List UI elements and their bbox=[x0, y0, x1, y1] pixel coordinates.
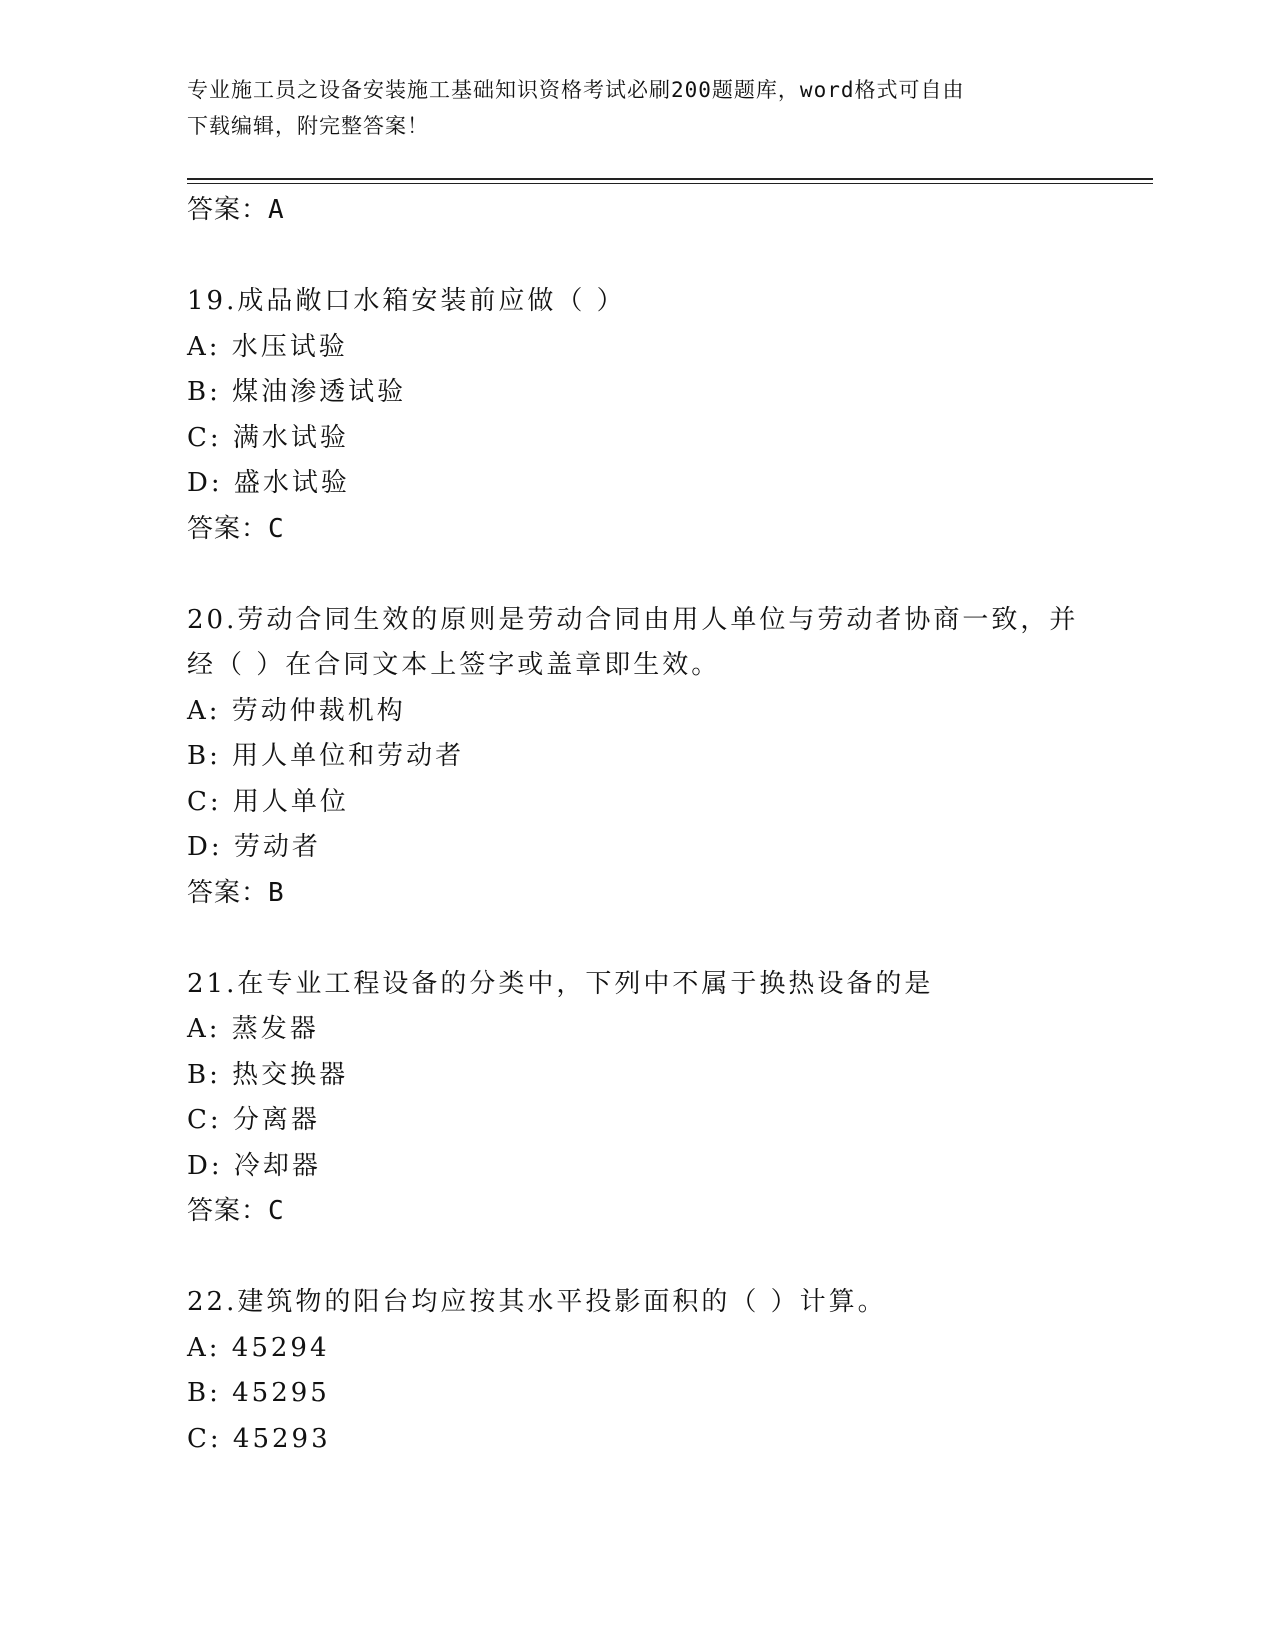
option-a: A: 劳动仲裁机构 bbox=[187, 695, 406, 726]
option-b: B: 用人单位和劳动者 bbox=[187, 741, 465, 771]
option-b: B: 煤油渗透试验 bbox=[187, 377, 407, 407]
option-a: A: 蒸发器 bbox=[187, 1014, 319, 1044]
answer-label: 答案： bbox=[187, 877, 269, 908]
spacer bbox=[187, 916, 1087, 962]
spacer bbox=[187, 552, 1087, 598]
answer bbox=[187, 1189, 1087, 1235]
question-stem: 19.成品敞口水箱安装前应做（ ） bbox=[187, 286, 626, 316]
document-header bbox=[187, 72, 1087, 144]
answer-value: C bbox=[268, 513, 285, 544]
option-a: A: 水压试验 bbox=[187, 331, 348, 362]
answer bbox=[187, 507, 1087, 553]
question-20 bbox=[187, 598, 1087, 917]
header-rule-thin bbox=[187, 183, 1153, 184]
question-list bbox=[187, 188, 1087, 1462]
header-line-1: 专业施工员之设备安装施工基础知识资格考试必刷200题题库，word格式可自由 bbox=[187, 78, 965, 102]
answer-value: C bbox=[268, 1196, 285, 1226]
question-19 bbox=[187, 279, 1087, 552]
option-c: C: 45293 bbox=[187, 1423, 331, 1454]
answer-value: B bbox=[268, 877, 285, 908]
answer-label: 答案： bbox=[187, 195, 269, 225]
option-d: D: 冷却器 bbox=[187, 1150, 321, 1181]
answer-label: 答案： bbox=[187, 1196, 269, 1226]
header-line-2: 下载编辑，附完整答案！ bbox=[187, 114, 429, 138]
option-b: B: 45295 bbox=[187, 1378, 330, 1408]
option-d: D: 劳动者 bbox=[187, 832, 321, 862]
option-c: C: 分离器 bbox=[187, 1105, 320, 1135]
spacer bbox=[187, 234, 1087, 280]
option-a: A: 45294 bbox=[187, 1332, 330, 1363]
spacer bbox=[187, 1235, 1087, 1281]
question-22 bbox=[187, 1280, 1087, 1462]
answer-value: A bbox=[268, 195, 285, 225]
question-stem: 22.建筑物的阳台均应按其水平投影面积的（ ）计算。 bbox=[187, 1287, 887, 1317]
previous-answer bbox=[187, 188, 1087, 234]
option-c: C: 用人单位 bbox=[187, 786, 349, 817]
option-d: D: 盛水试验 bbox=[187, 468, 350, 498]
question-stem-line-2: 经（ ）在合同文本上签字或盖章即生效。 bbox=[187, 650, 721, 680]
answer-label: 答案： bbox=[187, 513, 269, 544]
option-c: C: 满水试验 bbox=[187, 422, 349, 453]
question-stem: 21.在专业工程设备的分类中，下列中不属于换热设备的是 bbox=[187, 968, 934, 999]
header-rule-thick bbox=[187, 178, 1153, 180]
question-21 bbox=[187, 962, 1087, 1235]
option-b: B: 热交换器 bbox=[187, 1059, 349, 1090]
answer bbox=[187, 871, 1087, 917]
question-stem-line-1: 20.劳动合同生效的原则是劳动合同由用人单位与劳动者协商一致，并 bbox=[187, 604, 1079, 635]
